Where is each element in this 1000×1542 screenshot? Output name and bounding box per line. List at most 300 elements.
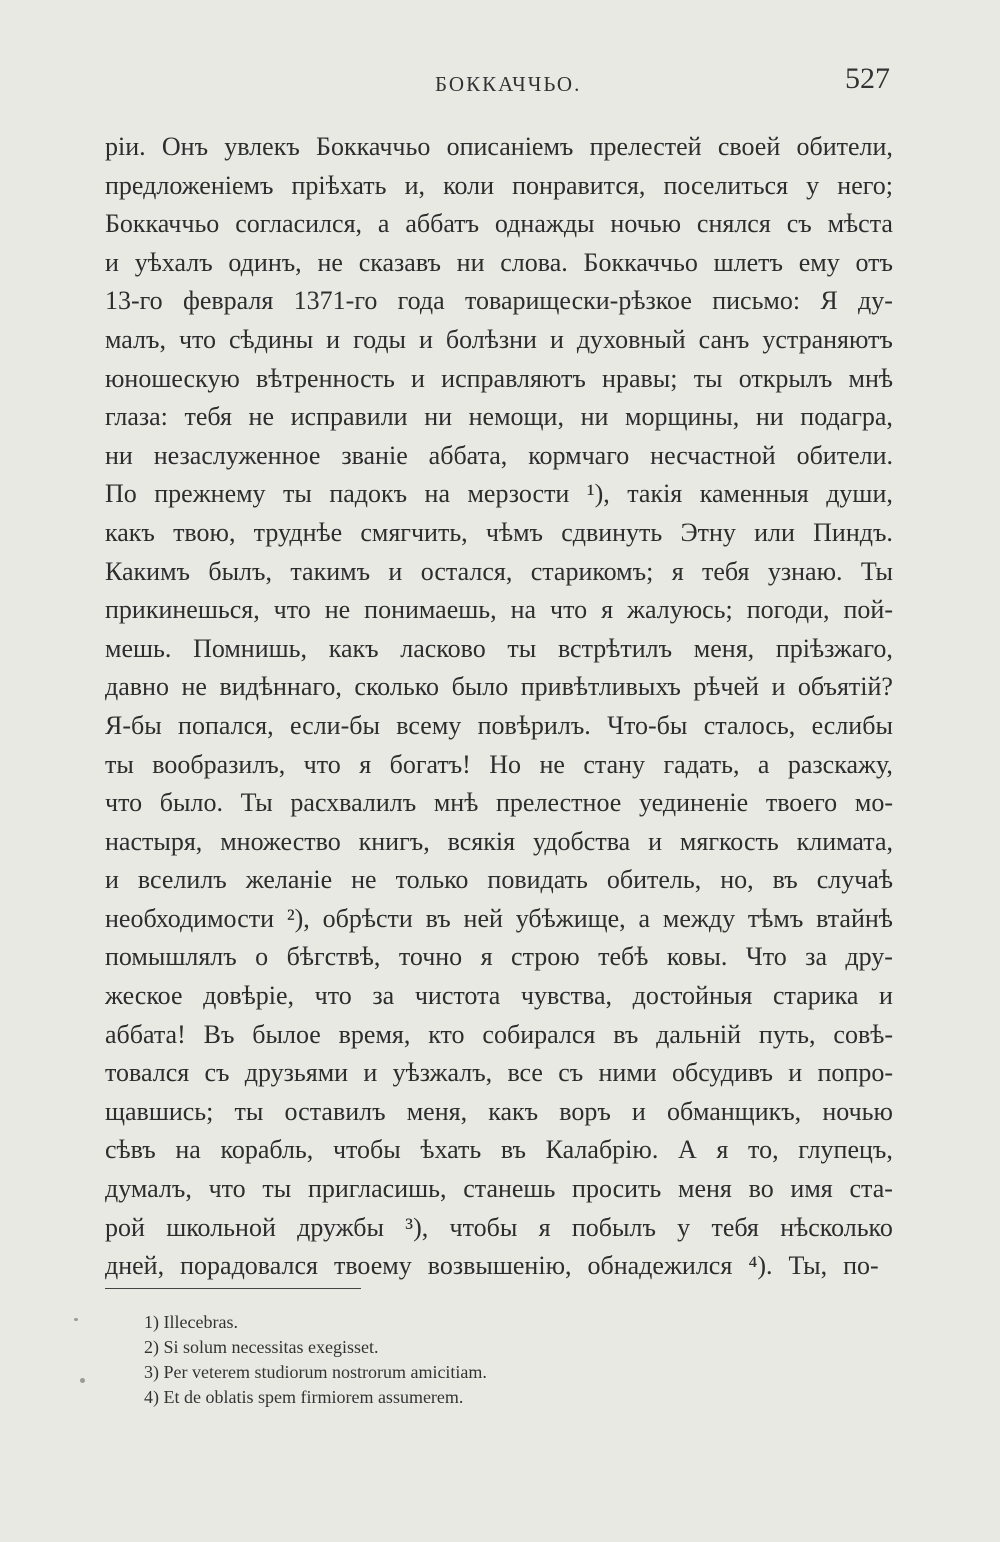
word: поселиться: [663, 170, 789, 200]
word: ты: [234, 1096, 264, 1126]
word: климата,: [796, 826, 893, 856]
word: думалъ,: [105, 1174, 192, 1204]
word: исправляютъ: [441, 363, 586, 393]
text-line: [105, 128, 893, 167]
word: собирался: [482, 1019, 596, 1049]
word: было.: [159, 788, 223, 818]
word: помышлялъ: [105, 942, 237, 972]
word: на: [424, 479, 450, 509]
word: понимаешь,: [364, 595, 497, 625]
word: привѣтливыхъ: [520, 672, 681, 702]
word: обитель,: [606, 865, 702, 895]
word: обрѣсти: [322, 903, 413, 933]
text-line: [105, 514, 893, 553]
word: меня,: [406, 1096, 468, 1126]
word: прелестное: [496, 788, 622, 818]
word: 1371-го: [293, 286, 378, 316]
word: февраля: [182, 286, 274, 316]
word: чтобы: [449, 1212, 518, 1242]
word: нравы;: [602, 363, 678, 393]
word: возвышенію,: [427, 1251, 572, 1281]
word: По: [105, 479, 137, 509]
word: но,: [720, 865, 754, 895]
word: гадать,: [663, 749, 740, 779]
word: мягкость: [679, 826, 779, 856]
word: Калабрію.: [545, 1135, 659, 1165]
word: имя: [790, 1174, 833, 1204]
word: бѣгствѣ,: [286, 942, 381, 972]
word: обители,: [796, 132, 893, 161]
word: чѣмъ: [485, 517, 543, 547]
text-line: [105, 1093, 893, 1132]
word: ласково: [400, 633, 486, 663]
word: письмо:: [712, 286, 801, 316]
word: сталось,: [703, 710, 796, 740]
word: настыря,: [105, 826, 203, 856]
word: пріѣхать: [291, 170, 387, 200]
body-text: [105, 128, 893, 1286]
footnote-separator: [105, 1288, 361, 1289]
word: множество: [220, 826, 341, 856]
word: случаѣ: [816, 865, 893, 895]
word: подагра,: [800, 402, 893, 432]
word: Боккаччьо: [583, 247, 698, 277]
word: а: [377, 209, 390, 239]
word: довѣріе,: [203, 981, 295, 1011]
word: въ: [613, 1019, 639, 1049]
text-line: [105, 900, 893, 939]
word: какъ: [488, 1096, 539, 1126]
word: товарищески-рѣзкое: [464, 286, 692, 316]
word: ты: [283, 479, 312, 509]
word: былое: [252, 1019, 321, 1049]
word: тѣмъ: [747, 903, 804, 933]
word: понравится,: [512, 170, 646, 200]
word: въ: [425, 903, 451, 933]
word: ²),: [286, 903, 310, 933]
word: пріѣзжаго,: [775, 633, 893, 663]
word: жеское: [105, 981, 183, 1011]
word: него;: [837, 170, 893, 200]
text-line: [105, 205, 893, 244]
word: старика: [772, 981, 859, 1011]
word: уединеніе: [639, 788, 749, 818]
text-line: [105, 475, 893, 514]
text-line: [105, 437, 893, 476]
word: оставилъ: [284, 1096, 386, 1126]
word: Пиндъ.: [813, 517, 893, 547]
word: такія: [627, 479, 683, 509]
text-line: [105, 746, 893, 785]
word: мнѣ: [848, 363, 893, 393]
word: Боккаччьо: [105, 209, 220, 239]
word: чувства,: [520, 981, 612, 1011]
text-line: [105, 823, 893, 862]
word: расхвалилъ: [290, 788, 417, 818]
word: или: [754, 517, 795, 547]
word: прелестей: [589, 132, 702, 161]
word: школьной: [166, 1212, 276, 1242]
word: втайнѣ: [816, 903, 893, 933]
word: у: [806, 170, 820, 200]
word: обсудивъ: [672, 1058, 774, 1088]
word: и: [648, 826, 662, 856]
word: точно: [398, 942, 463, 972]
word: смягчить,: [360, 517, 468, 547]
word: всему: [396, 710, 462, 740]
word: строю: [511, 942, 580, 972]
word: и,: [404, 170, 426, 200]
word: ¹),: [586, 479, 610, 509]
word: ни: [456, 247, 485, 277]
footnote: 4) Et de oblatis spem firmiorem assumerem.: [144, 1387, 464, 1407]
word: что: [178, 324, 217, 354]
word: ночью: [610, 209, 682, 239]
word: попро-: [817, 1058, 893, 1088]
word: съ: [204, 1058, 230, 1088]
text-line: [105, 1054, 893, 1093]
word: разскажу,: [787, 749, 893, 779]
word: ними: [598, 1058, 657, 1088]
word: Въ: [203, 1019, 235, 1049]
word: ду-: [858, 286, 893, 316]
text-line: [105, 1131, 893, 1170]
text-line: [105, 630, 893, 669]
word: попался,: [178, 710, 274, 740]
text-line: [105, 861, 893, 900]
word: просить: [572, 1174, 662, 1204]
word: за: [805, 942, 827, 972]
text-line: [105, 591, 893, 630]
text-line: [105, 282, 893, 321]
word: кто: [428, 1019, 465, 1049]
word: званіе: [341, 440, 408, 470]
word: Я-бы: [105, 710, 162, 740]
word: Ты: [240, 788, 273, 818]
word: совѣ-: [833, 1019, 893, 1049]
word: за: [372, 981, 395, 1011]
word: и: [771, 672, 786, 702]
word: ты: [693, 363, 723, 393]
word: мнѣ: [433, 788, 479, 818]
word: санъ: [698, 324, 750, 354]
word: какъ: [328, 633, 379, 663]
word: мерзости: [467, 479, 570, 509]
word: обнадежился: [587, 1251, 733, 1281]
word: несчастной: [650, 440, 776, 470]
word: что: [208, 1174, 246, 1204]
word: глаза:: [105, 402, 168, 432]
word: въ: [772, 865, 798, 895]
word: что: [105, 788, 143, 818]
word: воръ: [559, 1096, 611, 1126]
text-line: [105, 1247, 893, 1286]
word: ему: [798, 247, 840, 277]
word: съ: [558, 1058, 584, 1088]
word: ты: [105, 749, 134, 779]
word: какъ: [105, 517, 155, 547]
word: глупецъ,: [798, 1135, 893, 1165]
word: на: [175, 1135, 201, 1165]
word: Что-бы: [607, 710, 688, 740]
word: мешь.: [105, 633, 172, 663]
word: если-бы: [289, 710, 380, 740]
word: ста-: [849, 1174, 893, 1204]
text-line: [105, 707, 893, 746]
word: богатъ!: [389, 749, 471, 779]
word: съ: [786, 209, 812, 239]
word: удобства: [532, 826, 631, 856]
word: сѣдины: [229, 324, 314, 354]
running-head-title: БОККАЧЧЬО.: [435, 72, 582, 96]
word: каменныя: [699, 479, 809, 509]
word: сѣвъ: [105, 1135, 156, 1165]
word: мѣста: [827, 209, 893, 239]
word: у: [677, 1212, 691, 1242]
word: тебѣ: [598, 942, 649, 972]
word: все: [507, 1058, 543, 1088]
word: не: [324, 595, 351, 625]
word: товался: [105, 1058, 190, 1088]
word: я: [601, 595, 614, 625]
word: я: [480, 942, 493, 972]
word: не: [248, 402, 275, 432]
text-line: [105, 938, 893, 977]
word: Что: [745, 942, 787, 972]
word: морщины,: [624, 402, 740, 432]
word: отъ: [855, 247, 893, 277]
word: аббата!: [105, 1019, 186, 1049]
word: и: [411, 363, 425, 393]
word: ни: [580, 402, 609, 432]
footnote: 1) Illecebras.: [144, 1312, 238, 1332]
word: духовный: [576, 324, 686, 354]
word: шлетъ: [713, 247, 783, 277]
word: обманщикъ,: [666, 1096, 802, 1126]
word: Ты: [860, 556, 893, 586]
text-line: [105, 784, 893, 823]
word: Помнишь,: [193, 633, 308, 663]
word: падокъ: [329, 479, 408, 509]
word: незаслуженное: [153, 440, 321, 470]
word: слова.: [500, 247, 568, 277]
word: Этну: [680, 517, 736, 547]
word: не: [351, 865, 377, 895]
word: не: [181, 672, 207, 702]
word: всякія: [447, 826, 516, 856]
word: друзьями: [244, 1058, 349, 1088]
word: и: [419, 324, 433, 354]
word: мо-: [854, 788, 893, 818]
paper-speck: [80, 1378, 85, 1383]
word: объятій?: [797, 672, 893, 702]
word: я: [716, 1135, 729, 1165]
word: аббатъ: [405, 209, 480, 239]
word: одинъ,: [228, 247, 302, 277]
word: и: [326, 324, 341, 354]
word: было: [451, 672, 509, 702]
word: немощи,: [468, 402, 564, 432]
word: и: [788, 1058, 803, 1088]
word: своей: [717, 132, 781, 161]
text-line: [105, 321, 893, 360]
text-line: [105, 244, 893, 283]
word: дальній: [656, 1019, 742, 1049]
word: болѣзни: [445, 324, 537, 354]
word: погоди,: [746, 595, 830, 625]
text-line: [105, 398, 893, 437]
word: порадовался: [180, 1251, 318, 1281]
word: тебя: [184, 402, 232, 432]
word: необходимости: [105, 903, 275, 933]
running-head: [105, 62, 890, 110]
footnotes: [144, 1310, 844, 1410]
word: увлекъ: [224, 132, 300, 161]
word: сколько: [354, 672, 440, 702]
word: Онъ: [161, 132, 209, 161]
word: я: [359, 749, 372, 779]
word: встрѣтилъ: [557, 633, 673, 663]
word: пой-: [843, 595, 893, 625]
word: уѣхалъ: [134, 247, 213, 277]
word: дру-: [845, 942, 893, 972]
word: узнаю.: [767, 556, 843, 586]
word: ковы.: [666, 942, 728, 972]
word: вѣтренность: [255, 363, 395, 393]
text-line: [105, 977, 893, 1016]
paper-speck: [74, 1318, 78, 1321]
word: ни: [105, 440, 133, 470]
word: и: [549, 324, 564, 354]
word: чистота: [414, 981, 501, 1011]
word: ³),: [405, 1212, 429, 1242]
text-line: [105, 668, 893, 707]
text-line: [105, 1170, 893, 1209]
word: 13-го: [105, 286, 163, 316]
word: Какимъ: [105, 556, 190, 586]
word: малъ,: [105, 324, 166, 354]
word: а: [757, 749, 770, 779]
word: что: [314, 981, 352, 1011]
word: и: [879, 981, 893, 1011]
word: обители.: [796, 440, 893, 470]
word: ріи.: [105, 132, 146, 161]
page-number: 527: [845, 62, 890, 95]
word: дружбы: [297, 1212, 385, 1242]
word: уѣзжалъ,: [392, 1058, 493, 1088]
word: тебя: [711, 1212, 759, 1242]
word: повѣрилъ.: [477, 710, 591, 740]
text-line: [105, 1016, 893, 1055]
word: ней: [463, 903, 503, 933]
text-line: [105, 360, 893, 399]
word: я: [671, 556, 684, 586]
word: что: [303, 749, 341, 779]
word: прежнему: [154, 479, 266, 509]
word: во: [748, 1174, 774, 1204]
word: Я: [820, 286, 838, 316]
word: жалуюсь;: [627, 595, 733, 625]
footnote: 2) Si solum necessitas exegisset.: [144, 1337, 379, 1357]
word: не: [539, 749, 565, 779]
word: ночью: [822, 1096, 893, 1126]
word: видѣннаго,: [219, 672, 342, 702]
word: юношескую: [105, 363, 240, 393]
word: достойныя: [632, 981, 753, 1011]
word: и: [105, 247, 119, 277]
word: время,: [338, 1019, 411, 1049]
word: между: [662, 903, 736, 933]
word: ѣхать: [420, 1135, 482, 1165]
word: станешь: [463, 1174, 556, 1204]
word: по-: [843, 1251, 879, 1281]
word: и: [363, 1058, 378, 1088]
word: тебя: [702, 556, 750, 586]
word: вселилъ: [137, 865, 227, 895]
word: нѣсколько: [780, 1212, 893, 1242]
footnote: 3) Per veterem studiorum nostrorum amicitiam.: [144, 1362, 487, 1382]
word: твоему: [333, 1251, 412, 1281]
text-line: [105, 1209, 893, 1248]
word: рой: [105, 1212, 145, 1242]
word: старикомъ;: [530, 556, 654, 586]
word: убѣжище,: [515, 903, 626, 933]
word: года: [397, 286, 445, 316]
word: ты: [507, 633, 537, 663]
word: и: [105, 865, 119, 895]
word: стану: [583, 749, 646, 779]
word: остался,: [420, 556, 513, 586]
word: устраняютъ: [762, 324, 893, 354]
word: пригласишь,: [307, 1174, 447, 1204]
word: корабль,: [220, 1135, 314, 1165]
word: Но: [489, 749, 522, 779]
word: желаніе: [245, 865, 333, 895]
word: кормчаго: [528, 440, 630, 470]
word: открылъ: [738, 363, 833, 393]
word: А: [677, 1135, 697, 1165]
word: что: [550, 595, 588, 625]
word: въ: [500, 1135, 526, 1165]
word: о: [255, 942, 269, 972]
word: книгъ,: [358, 826, 430, 856]
word: только: [395, 865, 469, 895]
word: исправили: [290, 402, 408, 432]
word: однажды: [494, 209, 595, 239]
word: былъ,: [208, 556, 272, 586]
word: согласился,: [235, 209, 363, 239]
word: Ты,: [788, 1251, 828, 1281]
word: труднѣе: [253, 517, 343, 547]
word: и: [631, 1096, 646, 1126]
word: путь,: [758, 1019, 816, 1049]
word: Боккаччьо: [316, 132, 431, 161]
word: побылъ: [571, 1212, 656, 1242]
word: то,: [748, 1135, 779, 1165]
word: еслибы: [811, 710, 893, 740]
word: повидать: [487, 865, 588, 895]
word: на: [510, 595, 537, 625]
word: годы: [353, 324, 407, 354]
word: сказавъ: [358, 247, 441, 277]
word: твоего: [765, 788, 838, 818]
word: меня,: [693, 633, 755, 663]
word: коли: [443, 170, 495, 200]
word: и: [388, 556, 403, 586]
word: описаніемъ: [446, 132, 574, 161]
word: меня: [678, 1174, 732, 1204]
word: предложеніемъ: [105, 170, 274, 200]
